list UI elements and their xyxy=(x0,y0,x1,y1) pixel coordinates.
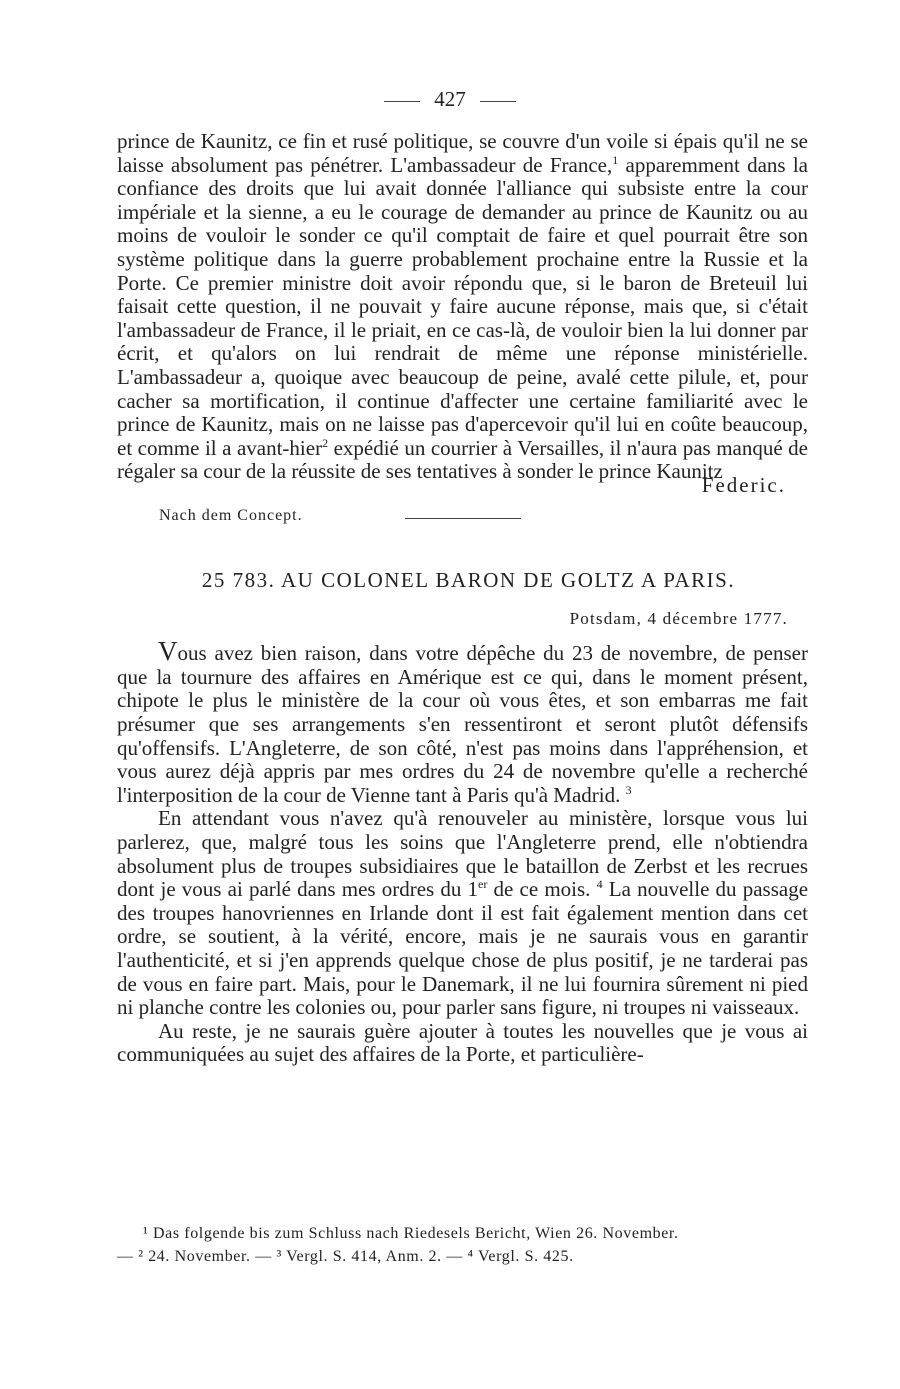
continued-text-b: apparemment dans la confiance des droits que lui avait donnée l'alliance qui subsiste entre la cour impériale et la sienne, a eu le courage de demander au prince de Kaunitz ou au moins de vouloir le sonder ce qu'il comptait de faire et quel pourrait être son système politique dans la guerre probablement prochaine entre la Russie et la Porte. Ce premier ministre doit avoir répondu que, si le baron de Breteuil lui faisait cette question, il ne pouvait y faire aucune réponse, mais que, si c'était l'ambassadeur de France, il le priait, en ce cas-là, de vouloir bien la lui donner par écrit, et qu'alors on lui rendrait de même une réponse ministérielle. L'ambassadeur a, quoique avec beaucoup de peine, avalé cette pilule, et, pour cacher sa mortification, il continue d'affecter une certaine familiarité avec le prince de Kaunitz, mais on ne laisse pas d'apercevoir qu'il lui en coûte beaucoup, et comme il a avant-hier xyxy=(117,152,809,460)
header-dash-right xyxy=(480,101,516,102)
footnote-line: ¹ Das folgende bis zum Schluss nach Riedesels Bericht, Wien 26. November. xyxy=(143,1225,679,1242)
letter-paragraph-2-text-c: La nouvelle du passage des troupes hanovriennes en Irlande dont il est fait également mention dans cet ordre, se soutient, à la vérité, encore, mais je ne saurais vous en garantir l'authenticité, et si j'en apprends quelque chose de plus positif, je ne tarderai pas de vous en faire part. Mais, pour le Danemark, il ne lui fournira sûrement ni pied ni planche contre les colonies ou, pour parler sans figure, ni troupes ni vaisseaux. xyxy=(117,877,809,1020)
continued-text-c: expédié un courrier à Versailles, il n'aura pas manqué de régaler sa cour de la réussite de ses tentatives à sonder le prince Kaunitz xyxy=(117,435,808,484)
footnote-ref: 4 xyxy=(596,877,603,892)
page-header xyxy=(0,84,900,114)
continued-text-a: prince de Kaunitz, ce fin et rusé politique, se couvre d'un voile si épais qu'il ne se laisse absolument pas pénétrer. L'ambassadeur de France, xyxy=(117,129,808,177)
dateline: Potsdam, 4 décembre 1777. xyxy=(569,608,788,628)
letter-paragraph-2 xyxy=(117,807,808,1019)
footnote-line: — ² 24. November. — ³ Vergl. S. 414, Anm. 2. — ⁴ Vergl. S. 425. xyxy=(117,1248,574,1265)
section-divider xyxy=(405,518,521,519)
letter-body xyxy=(117,636,809,1067)
source-note: Nach dem Concept. xyxy=(159,506,303,524)
letter-paragraph-2-text-a: En attendant vous n'avez qu'à renouveler au ministère, lorsque vous lui parlerez, que, malgré tous les soins que l'Angleterre prend, elle n'obtiendra absolument plus de troupes subsidiaires que le bataillon de Zerbst et les recrues dont je vous ai parlé dans mes ordres du xyxy=(117,806,808,902)
continued-paragraph xyxy=(117,130,808,484)
letter-title: 25 783. AU COLONEL BARON DE GOLTZ A PARIS. xyxy=(201,568,736,593)
header-dash-left xyxy=(384,101,420,102)
footnotes xyxy=(117,1222,808,1268)
signature: Federic. xyxy=(701,472,786,497)
letter-paragraph-3-text: Au reste, je ne saurais guère ajouter à toutes les nouvelles que je vous ai communiquées au sujet des affaires de la Porte, et particulière- xyxy=(117,1018,808,1067)
footnote-ref: 3 xyxy=(625,782,632,797)
letter-paragraph-1-text: ous avez bien raison, dans votre dépêche du 23 de novembre, de penser que la tournure des affaires en Amérique est ce qui, dans le moment présent, chipote le plus le ministère de la cour où vous êtes, et son embarras me fait présumer que ses arrangements s'en ressentiront et seront plutôt défensifs qu'offensifs. L'Angleterre, de son côté, n'est pas moins dans l'appréhension, et vous aurez déjà appris par mes ordres du 24 de novembre qu'elle a recherché l'interposition de la cour de Vienne tant à Paris qu'à Madrid. xyxy=(117,641,808,807)
letter-paragraph-2-text-b: de ce mois. xyxy=(493,877,591,902)
footnote-ref: 2 xyxy=(322,435,329,450)
page-number: 427 xyxy=(434,87,466,111)
ordinal-suffix: er xyxy=(478,877,488,892)
initial-letter: V xyxy=(158,636,178,667)
text-column xyxy=(117,130,808,1067)
letter-paragraph-1 xyxy=(117,636,808,807)
ordinal-number: 1 xyxy=(467,877,479,902)
letter-paragraph-3 xyxy=(117,1020,808,1067)
footnote-ref: 1 xyxy=(612,152,619,167)
